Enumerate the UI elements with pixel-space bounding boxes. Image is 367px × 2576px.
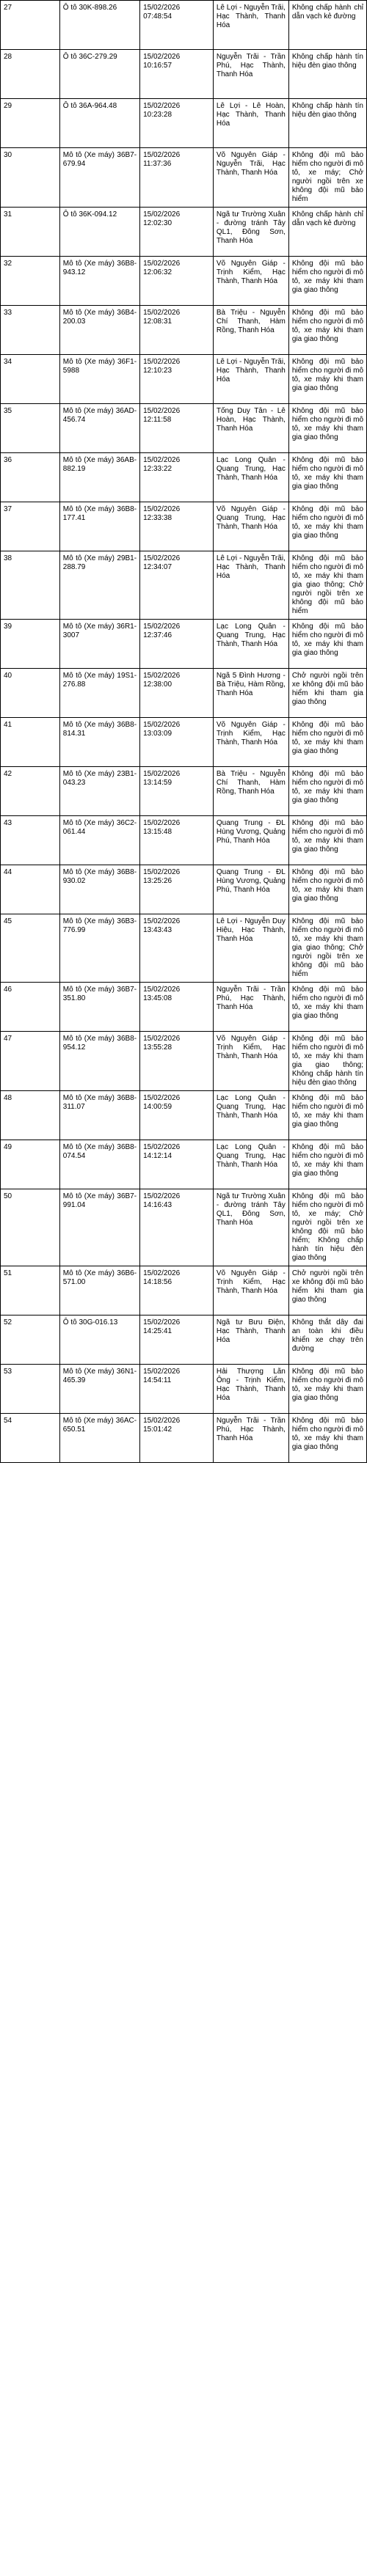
time-cell: 15/02/2026 14:16:43 (140, 1189, 214, 1266)
location-cell: Lạc Long Quân - Quang Trung, Hạc Thành, Thanh Hóa (213, 620, 288, 669)
violation-cell: Không đội mũ bảo hiểm cho người đi mô tô, xe máy khi tham gia giao thông; Không chấp hành tín hiệu đèn giao thông (288, 1032, 366, 1091)
vehicle-cell: Mô tô (Xe máy) 36F1-5988 (59, 355, 139, 404)
time-cell: 15/02/2026 12:08:31 (140, 306, 214, 355)
violation-cell: Không đội mũ bảo hiểm cho người đi mô tô, xe máy khi tham gia giao thông (288, 1414, 366, 1463)
violation-cell: Không đội mũ bảo hiểm cho người đi mô tô, xe máy khi tham gia giao thông (288, 767, 366, 816)
violation-cell: Không đội mũ bảo hiểm cho người đi mô tô, xe máy khi tham gia giao thông (288, 306, 366, 355)
violation-cell: Chở người ngồi trên xe không đội mũ bảo hiểm khi tham gia giao thông (288, 1266, 366, 1315)
violation-cell: Không đội mũ bảo hiểm cho người đi mô tô, xe máy khi tham gia giao thông (288, 404, 366, 453)
time-cell: 15/02/2026 12:10:23 (140, 355, 214, 404)
vehicle-cell: Mô tô (Xe máy) 36AC-650.51 (59, 1414, 139, 1463)
row-number: 41 (1, 718, 60, 767)
location-cell: Võ Nguyên Giáp - Trịnh Kiểm, Hạc Thành, Thanh Hóa (213, 1032, 288, 1091)
row-number: 36 (1, 453, 60, 502)
location-cell: Ngã tư Bưu Điện, Hạc Thành, Thanh Hóa (213, 1315, 288, 1365)
time-cell: 15/02/2026 13:45:08 (140, 983, 214, 1032)
violation-cell: Không chấp hành chỉ dẫn vạch kẻ đường (288, 208, 366, 257)
table-row (1, 502, 367, 551)
table-row (1, 551, 367, 620)
row-number: 54 (1, 1414, 60, 1463)
time-cell: 15/02/2026 12:34:07 (140, 551, 214, 620)
table-row (1, 620, 367, 669)
row-number: 29 (1, 99, 60, 148)
location-cell: Lê Lợi - Nguyễn Trãi, Hạc Thành, Thanh Hóa (213, 1, 288, 50)
location-cell: Nguyễn Trãi - Trần Phú, Hạc Thành, Thanh Hóa (213, 50, 288, 99)
time-cell: 15/02/2026 10:16:57 (140, 50, 214, 99)
violation-cell: Không chấp hành tín hiệu đèn giao thông (288, 99, 366, 148)
vehicle-cell: Ô tô 30K-898.26 (59, 1, 139, 50)
time-cell: 15/02/2026 12:37:46 (140, 620, 214, 669)
violation-cell: Không đội mũ bảo hiểm cho người đi mô tô, xe máy khi tham gia giao thông (288, 502, 366, 551)
time-cell: 15/02/2026 11:37:36 (140, 148, 214, 208)
location-cell: Lạc Long Quân - Quang Trung, Hạc Thành, Thanh Hóa (213, 1091, 288, 1140)
violation-cell: Không đội mũ bảo hiểm cho người đi mô tô, xe máy khi tham gia giao thông (288, 1140, 366, 1189)
location-cell: Võ Nguyên Giáp - Trịnh Kiểm, Hạc Thành, Thanh Hóa (213, 718, 288, 767)
table-row (1, 1315, 367, 1365)
time-cell: 15/02/2026 14:18:56 (140, 1266, 214, 1315)
table-row (1, 1091, 367, 1140)
row-number: 31 (1, 208, 60, 257)
row-number: 52 (1, 1315, 60, 1365)
violation-cell: Không đội mũ bảo hiểm cho người đi mô tô, xe máy khi tham gia giao thông; Chở người ngồi trên xe không đội mũ bảo hiểm (288, 551, 366, 620)
time-cell: 15/02/2026 12:38:00 (140, 669, 214, 718)
violation-cell: Không đội mũ bảo hiểm cho người đi mô tô, xe máy khi tham gia giao thông (288, 1365, 366, 1414)
row-number: 28 (1, 50, 60, 99)
time-cell: 15/02/2026 12:02:30 (140, 208, 214, 257)
location-cell: Ngã 5 Đình Hương - Bà Triệu, Hàm Rồng, Thanh Hóa (213, 669, 288, 718)
location-cell: Bà Triệu - Nguyễn Chí Thanh, Hàm Rồng, Thanh Hóa (213, 306, 288, 355)
time-cell: 15/02/2026 12:33:22 (140, 453, 214, 502)
table-row (1, 1414, 367, 1463)
table-row (1, 148, 367, 208)
violation-cell: Không đội mũ bảo hiểm cho người đi mô tô, xe máy khi tham gia giao thông; Chở người ngồi trên xe không đội mũ bảo hiểm (288, 914, 366, 983)
table-row (1, 355, 367, 404)
row-number: 49 (1, 1140, 60, 1189)
table-row (1, 257, 367, 306)
table-row (1, 50, 367, 99)
row-number: 45 (1, 914, 60, 983)
vehicle-cell: Mô tô (Xe máy) 36B6-571.00 (59, 1266, 139, 1315)
row-number: 39 (1, 620, 60, 669)
location-cell: Ngã tư Trường Xuân - đường tránh Tây QL1, Đông Sơn, Thanh Hóa (213, 1189, 288, 1266)
row-number: 32 (1, 257, 60, 306)
vehicle-cell: Mô tô (Xe máy) 36AB-882.19 (59, 453, 139, 502)
vehicle-cell: Mô tô (Xe máy) 19S1-276.88 (59, 669, 139, 718)
time-cell: 15/02/2026 13:15:48 (140, 816, 214, 865)
time-cell: 15/02/2026 10:23:28 (140, 99, 214, 148)
location-cell: Võ Nguyên Giáp - Trịnh Kiểm, Hạc Thành, Thanh Hóa (213, 1266, 288, 1315)
violation-cell: Không đội mũ bảo hiểm cho người đi mô tô, xe máy khi tham gia giao thông (288, 453, 366, 502)
table-row (1, 914, 367, 983)
vehicle-cell: Ô tô 36C-279.29 (59, 50, 139, 99)
location-cell: Quang Trung - ĐL Hùng Vương, Quảng Phú, Thanh Hóa (213, 816, 288, 865)
violation-cell: Không đội mũ bảo hiểm cho người đi mô tô, xe máy khi tham gia giao thông (288, 816, 366, 865)
table-row (1, 1189, 367, 1266)
vehicle-cell: Mô tô (Xe máy) 36B8-930.02 (59, 865, 139, 914)
table-row (1, 1266, 367, 1315)
location-cell: Hải Thượng Lãn Ông - Trịnh Kiểm, Hạc Thành, Thanh Hóa (213, 1365, 288, 1414)
violations-table-body (1, 1, 367, 1463)
vehicle-cell: Mô tô (Xe máy) 36AD-456.74 (59, 404, 139, 453)
row-number: 42 (1, 767, 60, 816)
violation-cell: Không chấp hành chỉ dẫn vạch kẻ đường (288, 1, 366, 50)
location-cell: Lê Lợi - Nguyễn Trãi, Hạc Thành, Thanh Hóa (213, 355, 288, 404)
vehicle-cell: Mô tô (Xe máy) 36B8-943.12 (59, 257, 139, 306)
violation-cell: Không chấp hành tín hiệu đèn giao thông (288, 50, 366, 99)
vehicle-cell: Mô tô (Xe máy) 36R1-3007 (59, 620, 139, 669)
violation-cell: Không đội mũ bảo hiểm cho người đi mô tô, xe máy khi tham gia giao thông (288, 865, 366, 914)
vehicle-cell: Mô tô (Xe máy) 36B7-679.94 (59, 148, 139, 208)
time-cell: 15/02/2026 12:06:32 (140, 257, 214, 306)
table-row (1, 1, 367, 50)
location-cell: Lạc Long Quân - Quang Trung, Hạc Thành, Thanh Hóa (213, 453, 288, 502)
location-cell: Tống Duy Tân - Lê Hoàn, Hạc Thành, Thanh Hóa (213, 404, 288, 453)
vehicle-cell: Mô tô (Xe máy) 36B4-200.03 (59, 306, 139, 355)
row-number: 47 (1, 1032, 60, 1091)
row-number: 27 (1, 1, 60, 50)
table-row (1, 669, 367, 718)
row-number: 30 (1, 148, 60, 208)
time-cell: 15/02/2026 14:54:11 (140, 1365, 214, 1414)
table-row (1, 767, 367, 816)
violation-cell: Không đội mũ bảo hiểm cho người đi mô tô, xe máy khi tham gia giao thông (288, 620, 366, 669)
vehicle-cell: Mô tô (Xe máy) 36B8-074.54 (59, 1140, 139, 1189)
time-cell: 15/02/2026 14:25:41 (140, 1315, 214, 1365)
vehicle-cell: Mô tô (Xe máy) 36B8-311.07 (59, 1091, 139, 1140)
row-number: 34 (1, 355, 60, 404)
violation-cell: Không đội mũ bảo hiểm cho người đi mô tô, xe máy khi tham gia giao thông (288, 718, 366, 767)
violation-cell: Không đội mũ bảo hiểm cho người đi mô tô, xe máy khi tham gia giao thông (288, 257, 366, 306)
vehicle-cell: Mô tô (Xe máy) 36B7-351.80 (59, 983, 139, 1032)
time-cell: 15/02/2026 13:43:43 (140, 914, 214, 983)
time-cell: 15/02/2026 15:01:42 (140, 1414, 214, 1463)
vehicle-cell: Mô tô (Xe máy) 36B8-954.12 (59, 1032, 139, 1091)
vehicle-cell: Mô tô (Xe máy) 36B7-991.04 (59, 1189, 139, 1266)
time-cell: 15/02/2026 13:03:09 (140, 718, 214, 767)
row-number: 48 (1, 1091, 60, 1140)
table-row (1, 306, 367, 355)
time-cell: 15/02/2026 12:11:58 (140, 404, 214, 453)
table-row (1, 1032, 367, 1091)
row-number: 44 (1, 865, 60, 914)
vehicle-cell: Mô tô (Xe máy) 36C2-061.44 (59, 816, 139, 865)
location-cell: Nguyễn Trãi - Trần Phú, Hạc Thành, Thanh Hóa (213, 983, 288, 1032)
violation-cell: Không đội mũ bảo hiểm cho người đi mô tô, xe máy; Chở người ngồi trên xe không đội mũ bảo hiểm; Không chấp hành tín hiệu đèn giao thông (288, 1189, 366, 1266)
table-row (1, 816, 367, 865)
location-cell: Lê Lợi - Nguyễn Trãi, Hạc Thành, Thanh Hóa (213, 551, 288, 620)
table-row (1, 99, 367, 148)
time-cell: 15/02/2026 13:55:28 (140, 1032, 214, 1091)
row-number: 33 (1, 306, 60, 355)
row-number: 40 (1, 669, 60, 718)
location-cell: Võ Nguyên Giáp - Quang Trung, Hạc Thành, Thanh Hóa (213, 502, 288, 551)
location-cell: Ngã tư Trường Xuân - đường tránh Tây QL1, Đông Sơn, Thanh Hóa (213, 208, 288, 257)
vehicle-cell: Mô tô (Xe máy) 29B1-288.79 (59, 551, 139, 620)
table-row (1, 453, 367, 502)
location-cell: Lê Lợi - Lê Hoàn, Hạc Thành, Thanh Hóa (213, 99, 288, 148)
row-number: 35 (1, 404, 60, 453)
violation-cell: Không đội mũ bảo hiểm cho người đi mô tô, xe máy; Chở người ngồi trên xe không đội mũ bảo hiểm (288, 148, 366, 208)
row-number: 46 (1, 983, 60, 1032)
table-row (1, 865, 367, 914)
time-cell: 15/02/2026 07:48:54 (140, 1, 214, 50)
vehicle-cell: Ô tô 36K-094.12 (59, 208, 139, 257)
table-row (1, 404, 367, 453)
table-row (1, 983, 367, 1032)
location-cell: Bà Triệu - Nguyễn Chí Thanh, Hàm Rồng, Thanh Hóa (213, 767, 288, 816)
vehicle-cell: Mô tô (Xe máy) 36B8-177.41 (59, 502, 139, 551)
location-cell: Lạc Long Quân - Quang Trung, Hạc Thành, Thanh Hóa (213, 1140, 288, 1189)
row-number: 38 (1, 551, 60, 620)
violation-cell: Không đội mũ bảo hiểm cho người đi mô tô, xe máy khi tham gia giao thông (288, 355, 366, 404)
table-row (1, 1140, 367, 1189)
location-cell: Nguyễn Trãi - Trần Phú, Hạc Thành, Thanh Hóa (213, 1414, 288, 1463)
vehicle-cell: Ô tô 36A-964.48 (59, 99, 139, 148)
violation-cell: Không đội mũ bảo hiểm cho người đi mô tô, xe máy khi tham gia giao thông (288, 983, 366, 1032)
time-cell: 15/02/2026 14:12:14 (140, 1140, 214, 1189)
row-number: 43 (1, 816, 60, 865)
row-number: 37 (1, 502, 60, 551)
vehicle-cell: Mô tô (Xe máy) 36B3-776.99 (59, 914, 139, 983)
time-cell: 15/02/2026 14:00:59 (140, 1091, 214, 1140)
vehicle-cell: Ô tô 30G-016.13 (59, 1315, 139, 1365)
table-row (1, 1365, 367, 1414)
vehicle-cell: Mô tô (Xe máy) 23B1-043.23 (59, 767, 139, 816)
vehicle-cell: Mô tô (Xe máy) 36N1-465.39 (59, 1365, 139, 1414)
violation-cell: Không đội mũ bảo hiểm cho người đi mô tô, xe máy khi tham gia giao thông (288, 1091, 366, 1140)
location-cell: Quang Trung - ĐL Hùng Vương, Quảng Phú, Thanh Hóa (213, 865, 288, 914)
row-number: 50 (1, 1189, 60, 1266)
violation-cell: Không thắt dây đai an toàn khi điều khiển xe chạy trên đường (288, 1315, 366, 1365)
location-cell: Võ Nguyên Giáp - Nguyễn Trãi, Hạc Thành, Thanh Hóa (213, 148, 288, 208)
time-cell: 15/02/2026 12:33:38 (140, 502, 214, 551)
table-row (1, 208, 367, 257)
table-row (1, 718, 367, 767)
vehicle-cell: Mô tô (Xe máy) 36B8-814.31 (59, 718, 139, 767)
row-number: 51 (1, 1266, 60, 1315)
row-number: 53 (1, 1365, 60, 1414)
time-cell: 15/02/2026 13:25:26 (140, 865, 214, 914)
time-cell: 15/02/2026 13:14:59 (140, 767, 214, 816)
location-cell: Võ Nguyên Giáp - Trịnh Kiểm, Hạc Thành, Thanh Hóa (213, 257, 288, 306)
violation-cell: Chở người ngồi trên xe không đội mũ bảo hiểm khi tham gia giao thông (288, 669, 366, 718)
location-cell: Lê Lợi - Nguyễn Duy Hiệu, Hạc Thành, Thanh Hóa (213, 914, 288, 983)
